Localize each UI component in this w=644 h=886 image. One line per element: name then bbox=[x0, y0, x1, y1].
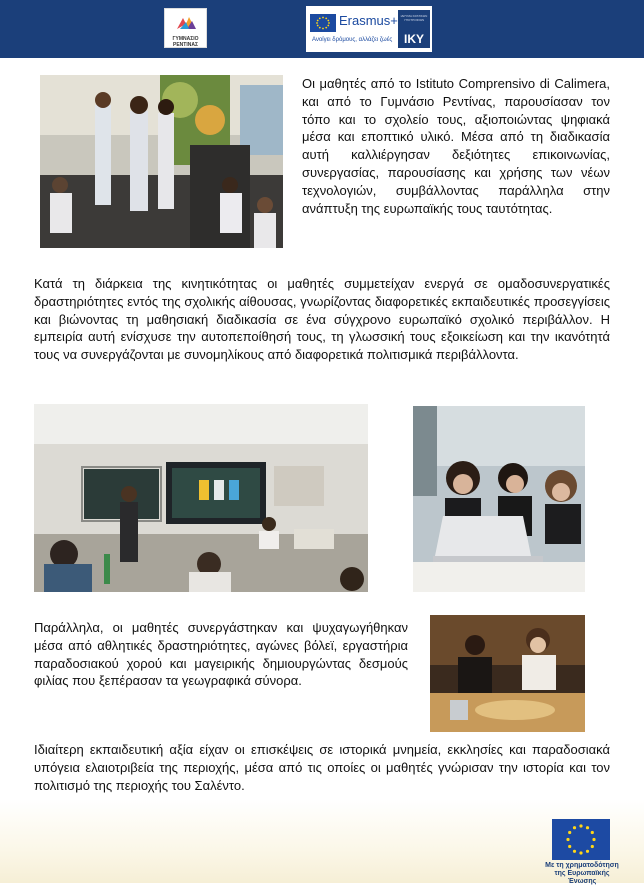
iky-small-text: ΙΔΡΥΜΑ ΚΡΑΤΙΚΩΝ ΥΠΟΤΡΟΦΙΩΝ bbox=[400, 14, 428, 22]
school-logo-mark-icon bbox=[175, 15, 197, 31]
paragraph-site-visits: Ιδιαίτερη εκπαιδευτική αξία είχαν οι επισκέψεις σε ιστορικά μνημεία, εκκλησίες και παραδοσιακά υπόγεια ελαιοτριβεία της περιοχής, μέσα από τις οποίες οι μαθητές γνώρισαν την ιστορία και τον πολιτισμό της περιοχής του Σαλέντο. bbox=[34, 742, 610, 793]
iky-logo bbox=[398, 10, 430, 48]
paragraph-presentation: Οι μαθητές από το Istituto Comprensivo di Calimera, και από το Γυμνάσιο Ρεντίνας, παρουσίασαν τον τόπο και το σχολείο τους, αξιοποιώντας ψηφιακά μέσα και εποπτικό υλικό. Μέσα από τη διαδικασία αυτή καλλιέργησαν δεξιότητες επικοινωνίας, συνεργασίας, παρουσίασης και χρήσης των νέων τεχνολογιών, συμβάλλοντας παράλληλα στην ανάπτυξη της ευρωπαϊκής τους ταυτότητας. bbox=[302, 76, 610, 216]
photo-students-laptop bbox=[413, 406, 585, 592]
photo-classroom-teacher bbox=[34, 404, 368, 592]
erasmus-logo bbox=[306, 6, 432, 52]
iky-label: IKY bbox=[403, 32, 424, 46]
paragraph-sports-culture: Παράλληλα, οι μαθητές συνεργάστηκαν και ψυχαγωγήθηκαν μέσα από αθλητικές δραστηριότητες, αγώνες βόλεϊ, εργαστήρια παραδοσιακού χορού και μαγειρικής δημιουργώντας δεσμούς φιλίας που ξεπέρασαν τα γεωγραφικά σύνορα. bbox=[34, 620, 408, 689]
eu-flag-footer-icon bbox=[552, 819, 610, 860]
erasmus-name: Erasmus+ bbox=[339, 13, 398, 28]
eu-funding-caption: Με τη χρηματοδότηση της Ευρωπαϊκής Ένωσης bbox=[545, 862, 619, 885]
school-logo-text: ΓΥΜΝΑΣΙΟ ΡΕΝΤΙΝΑΣ bbox=[172, 36, 199, 48]
photo-cooking-workshop bbox=[430, 615, 585, 732]
photo-students-presenting bbox=[40, 75, 283, 248]
paragraph-mobility-activities: Κατά τη διάρκεια της κινητικότητας οι μαθητές συμμετείχαν ενεργά σε ομαδοσυνεργατικές δραστηριότητες εντός της σχολικής αίθουσας, γνωρίζοντας διαφορετικές εκπαιδευτικές προσεγγίσεις και βιώνοντας τη μαθησιακή διαδικασία σε ένα σύγχρονο ευρωπαϊκό σχολικό περιβάλλον. Η εμπειρία αυτή ενίσχυσε την αυτοπεποίθησή τους, τη γλωσσική τους εξοικείωση και την ικανότητά τους να συνεργάζονται με συνομηλίκους από διαφορετικά πολιτισμικά περιβάλλοντα. bbox=[34, 276, 610, 363]
erasmus-tagline: Ανοίγει δρόμους, αλλάζει ζωές bbox=[312, 37, 393, 43]
eu-flag-icon bbox=[310, 14, 336, 32]
school-logo bbox=[164, 8, 207, 48]
